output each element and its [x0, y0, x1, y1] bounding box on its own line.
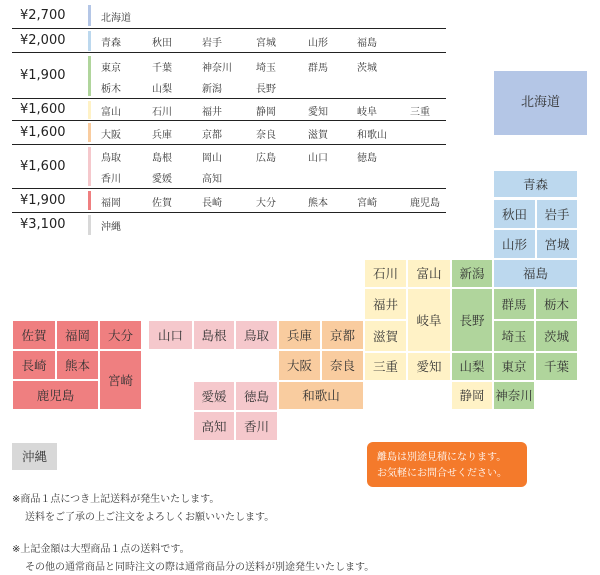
table-prefecture-name: 徳島 — [357, 153, 377, 165]
table-prefecture-name: 長野 — [256, 83, 276, 95]
price-label: ¥1,600 — [20, 158, 66, 174]
table-divider — [12, 188, 446, 189]
price-label: ¥1,900 — [20, 192, 66, 208]
table-prefecture-name: 宮崎 — [357, 197, 377, 209]
map-prefecture-tile: 奈良 — [321, 350, 364, 381]
table-prefecture-name: 香川 — [101, 173, 121, 185]
table-prefecture-name: 北海道 — [101, 12, 131, 24]
table-divider — [12, 52, 446, 53]
map-prefecture-tile: 大阪 — [278, 350, 321, 381]
table-prefecture-name: 兵庫 — [152, 129, 172, 141]
note-line-4: その他の通常商品と同時注文の際は通常商品分の送料が別途発生いたします。 — [25, 562, 375, 573]
table-prefecture-name: 三重 — [410, 107, 430, 118]
map-prefecture-tile: 福島 — [493, 259, 578, 288]
map-prefecture-tile: 新潟 — [451, 259, 493, 288]
map-prefecture-tile: 鳥取 — [235, 320, 278, 350]
note-line-1: ※商品１点につき上記送料が発生いたします。 — [12, 494, 220, 505]
table-prefecture-name: 福島 — [357, 38, 377, 49]
table-prefecture-name: 愛媛 — [152, 173, 172, 185]
map-prefecture-tile: 秋田 — [493, 199, 536, 229]
map-prefecture-tile: 和歌山 — [278, 381, 364, 410]
table-prefecture-name: 島根 — [152, 153, 172, 165]
map-prefecture-tile: 鹿児島 — [12, 380, 99, 410]
table-prefecture-name: 静岡 — [256, 107, 276, 118]
table-prefecture-name: 神奈川 — [202, 62, 232, 74]
table-prefecture-name: 秋田 — [152, 38, 172, 49]
map-prefecture-tile: 千葉 — [535, 352, 578, 381]
map-prefecture-tile: 徳島 — [235, 381, 278, 411]
table-divider — [12, 212, 446, 213]
table-divider — [12, 144, 446, 145]
map-prefecture-tile: 岩手 — [536, 199, 578, 229]
table-prefecture-name: 鹿児島 — [410, 197, 440, 209]
map-prefecture-tile: 青森 — [493, 170, 578, 198]
map-prefecture-tile: 熊本 — [56, 350, 99, 380]
table-prefecture-name: 山梨 — [152, 83, 172, 95]
table-prefecture-name: 岡山 — [202, 153, 222, 165]
region-color-bar — [88, 191, 91, 210]
map-prefecture-tile: 石川 — [364, 259, 407, 288]
table-prefecture-name: 大分 — [256, 197, 276, 209]
table-divider — [12, 120, 446, 121]
map-prefecture-tile: 富山 — [407, 259, 451, 288]
note-line-3: ※上記金額は大型商品１点の送料です。 — [12, 544, 190, 555]
map-prefecture-tile: 大分 — [99, 320, 142, 350]
map-prefecture-tile: 宮城 — [536, 229, 578, 259]
table-prefecture-name: 青森 — [101, 38, 121, 49]
map-prefecture-tile: 岐阜 — [407, 288, 451, 352]
region-color-bar — [88, 5, 91, 26]
table-prefecture-name: 福岡 — [101, 197, 121, 209]
table-prefecture-name: 京都 — [202, 129, 222, 141]
region-color-bar — [88, 147, 91, 186]
table-prefecture-name: 高知 — [202, 173, 222, 185]
table-prefecture-name: 山形 — [308, 38, 328, 49]
table-prefecture-name: 大阪 — [101, 129, 121, 141]
price-label: ¥1,900 — [20, 68, 66, 83]
region-color-bar — [88, 56, 91, 96]
table-prefecture-name: 山口 — [308, 153, 328, 165]
map-prefecture-tile: 佐賀 — [12, 320, 56, 350]
table-prefecture-name: 埼玉 — [256, 62, 276, 74]
map-prefecture-tile: 長野 — [451, 288, 493, 352]
map-prefecture-tile: 三重 — [364, 352, 407, 381]
table-prefecture-name: 宮城 — [256, 38, 276, 49]
table-prefecture-name: 奈良 — [256, 129, 276, 141]
price-label: ¥2,000 — [20, 33, 66, 48]
table-prefecture-name: 滋賀 — [308, 129, 328, 141]
table-prefecture-name: 長崎 — [202, 197, 222, 209]
map-prefecture-tile: 長崎 — [12, 350, 56, 380]
map-prefecture-tile: 愛知 — [407, 352, 451, 381]
table-prefecture-name: 新潟 — [202, 83, 222, 95]
map-prefecture-tile: 茨城 — [535, 320, 578, 352]
table-prefecture-name: 茨城 — [357, 62, 377, 74]
table-prefecture-name: 和歌山 — [357, 129, 387, 141]
callout-line-1: 離島は別途見積になります。 — [377, 452, 507, 463]
callout-line-2: お気軽にお問合せください。 — [377, 468, 507, 479]
map-prefecture-tile: 高知 — [193, 411, 235, 441]
table-divider — [12, 28, 446, 29]
map-prefecture-tile: 香川 — [235, 411, 278, 441]
table-prefecture-name: 石川 — [152, 107, 172, 118]
map-prefecture-tile: 神奈川 — [493, 381, 535, 410]
map-prefecture-tile: 島根 — [193, 320, 235, 350]
map-prefecture-tile: 滋賀 — [364, 320, 407, 352]
map-prefecture-tile: 兵庫 — [278, 320, 321, 350]
map-prefecture-tile: 埼玉 — [493, 320, 535, 352]
table-prefecture-name: 広島 — [256, 153, 276, 165]
table-prefecture-name: 佐賀 — [152, 197, 172, 209]
region-color-bar — [88, 101, 91, 119]
table-prefecture-name: 熊本 — [308, 197, 328, 209]
table-prefecture-name: 愛知 — [308, 107, 328, 118]
map-prefecture-tile: 群馬 — [493, 288, 535, 320]
region-color-bar — [88, 215, 91, 235]
price-label: ¥1,600 — [20, 102, 66, 117]
map-prefecture-tile: 沖縄 — [12, 443, 57, 470]
table-prefecture-name: 鳥取 — [101, 153, 121, 165]
map-prefecture-tile: 東京 — [493, 352, 535, 381]
remote-island-callout — [367, 442, 527, 487]
map-prefecture-tile: 山形 — [493, 229, 536, 259]
map-prefecture-tile: 静岡 — [451, 381, 493, 410]
table-divider — [12, 98, 446, 99]
note-line-2: 送料をご了承の上ご注文をよろしくお願いいたします。 — [25, 512, 275, 523]
map-prefecture-tile: 山口 — [148, 320, 193, 350]
map-prefecture-tile: 福岡 — [56, 320, 99, 350]
map-prefecture-tile: 北海道 — [493, 70, 588, 136]
table-prefecture-name: 岩手 — [202, 38, 222, 49]
region-color-bar — [88, 123, 91, 142]
map-prefecture-tile: 栃木 — [535, 288, 578, 320]
map-prefecture-tile: 福井 — [364, 288, 407, 320]
table-prefecture-name: 千葉 — [152, 62, 172, 74]
map-prefecture-tile: 宮崎 — [99, 350, 142, 410]
table-prefecture-name: 栃木 — [101, 83, 121, 95]
map-prefecture-tile: 愛媛 — [193, 381, 235, 411]
region-color-bar — [88, 31, 91, 51]
table-prefecture-name: 東京 — [101, 62, 121, 74]
map-prefecture-tile: 京都 — [321, 320, 364, 350]
table-prefecture-name: 福井 — [202, 107, 222, 118]
table-prefecture-name: 富山 — [101, 107, 121, 118]
price-label: ¥1,600 — [20, 124, 66, 140]
price-label: ¥3,100 — [20, 217, 66, 232]
map-prefecture-tile: 山梨 — [451, 352, 493, 381]
table-prefecture-name: 群馬 — [308, 62, 328, 74]
table-prefecture-name: 沖縄 — [101, 222, 121, 233]
table-prefecture-name: 岐阜 — [357, 107, 377, 118]
price-label: ¥2,700 — [20, 7, 66, 23]
